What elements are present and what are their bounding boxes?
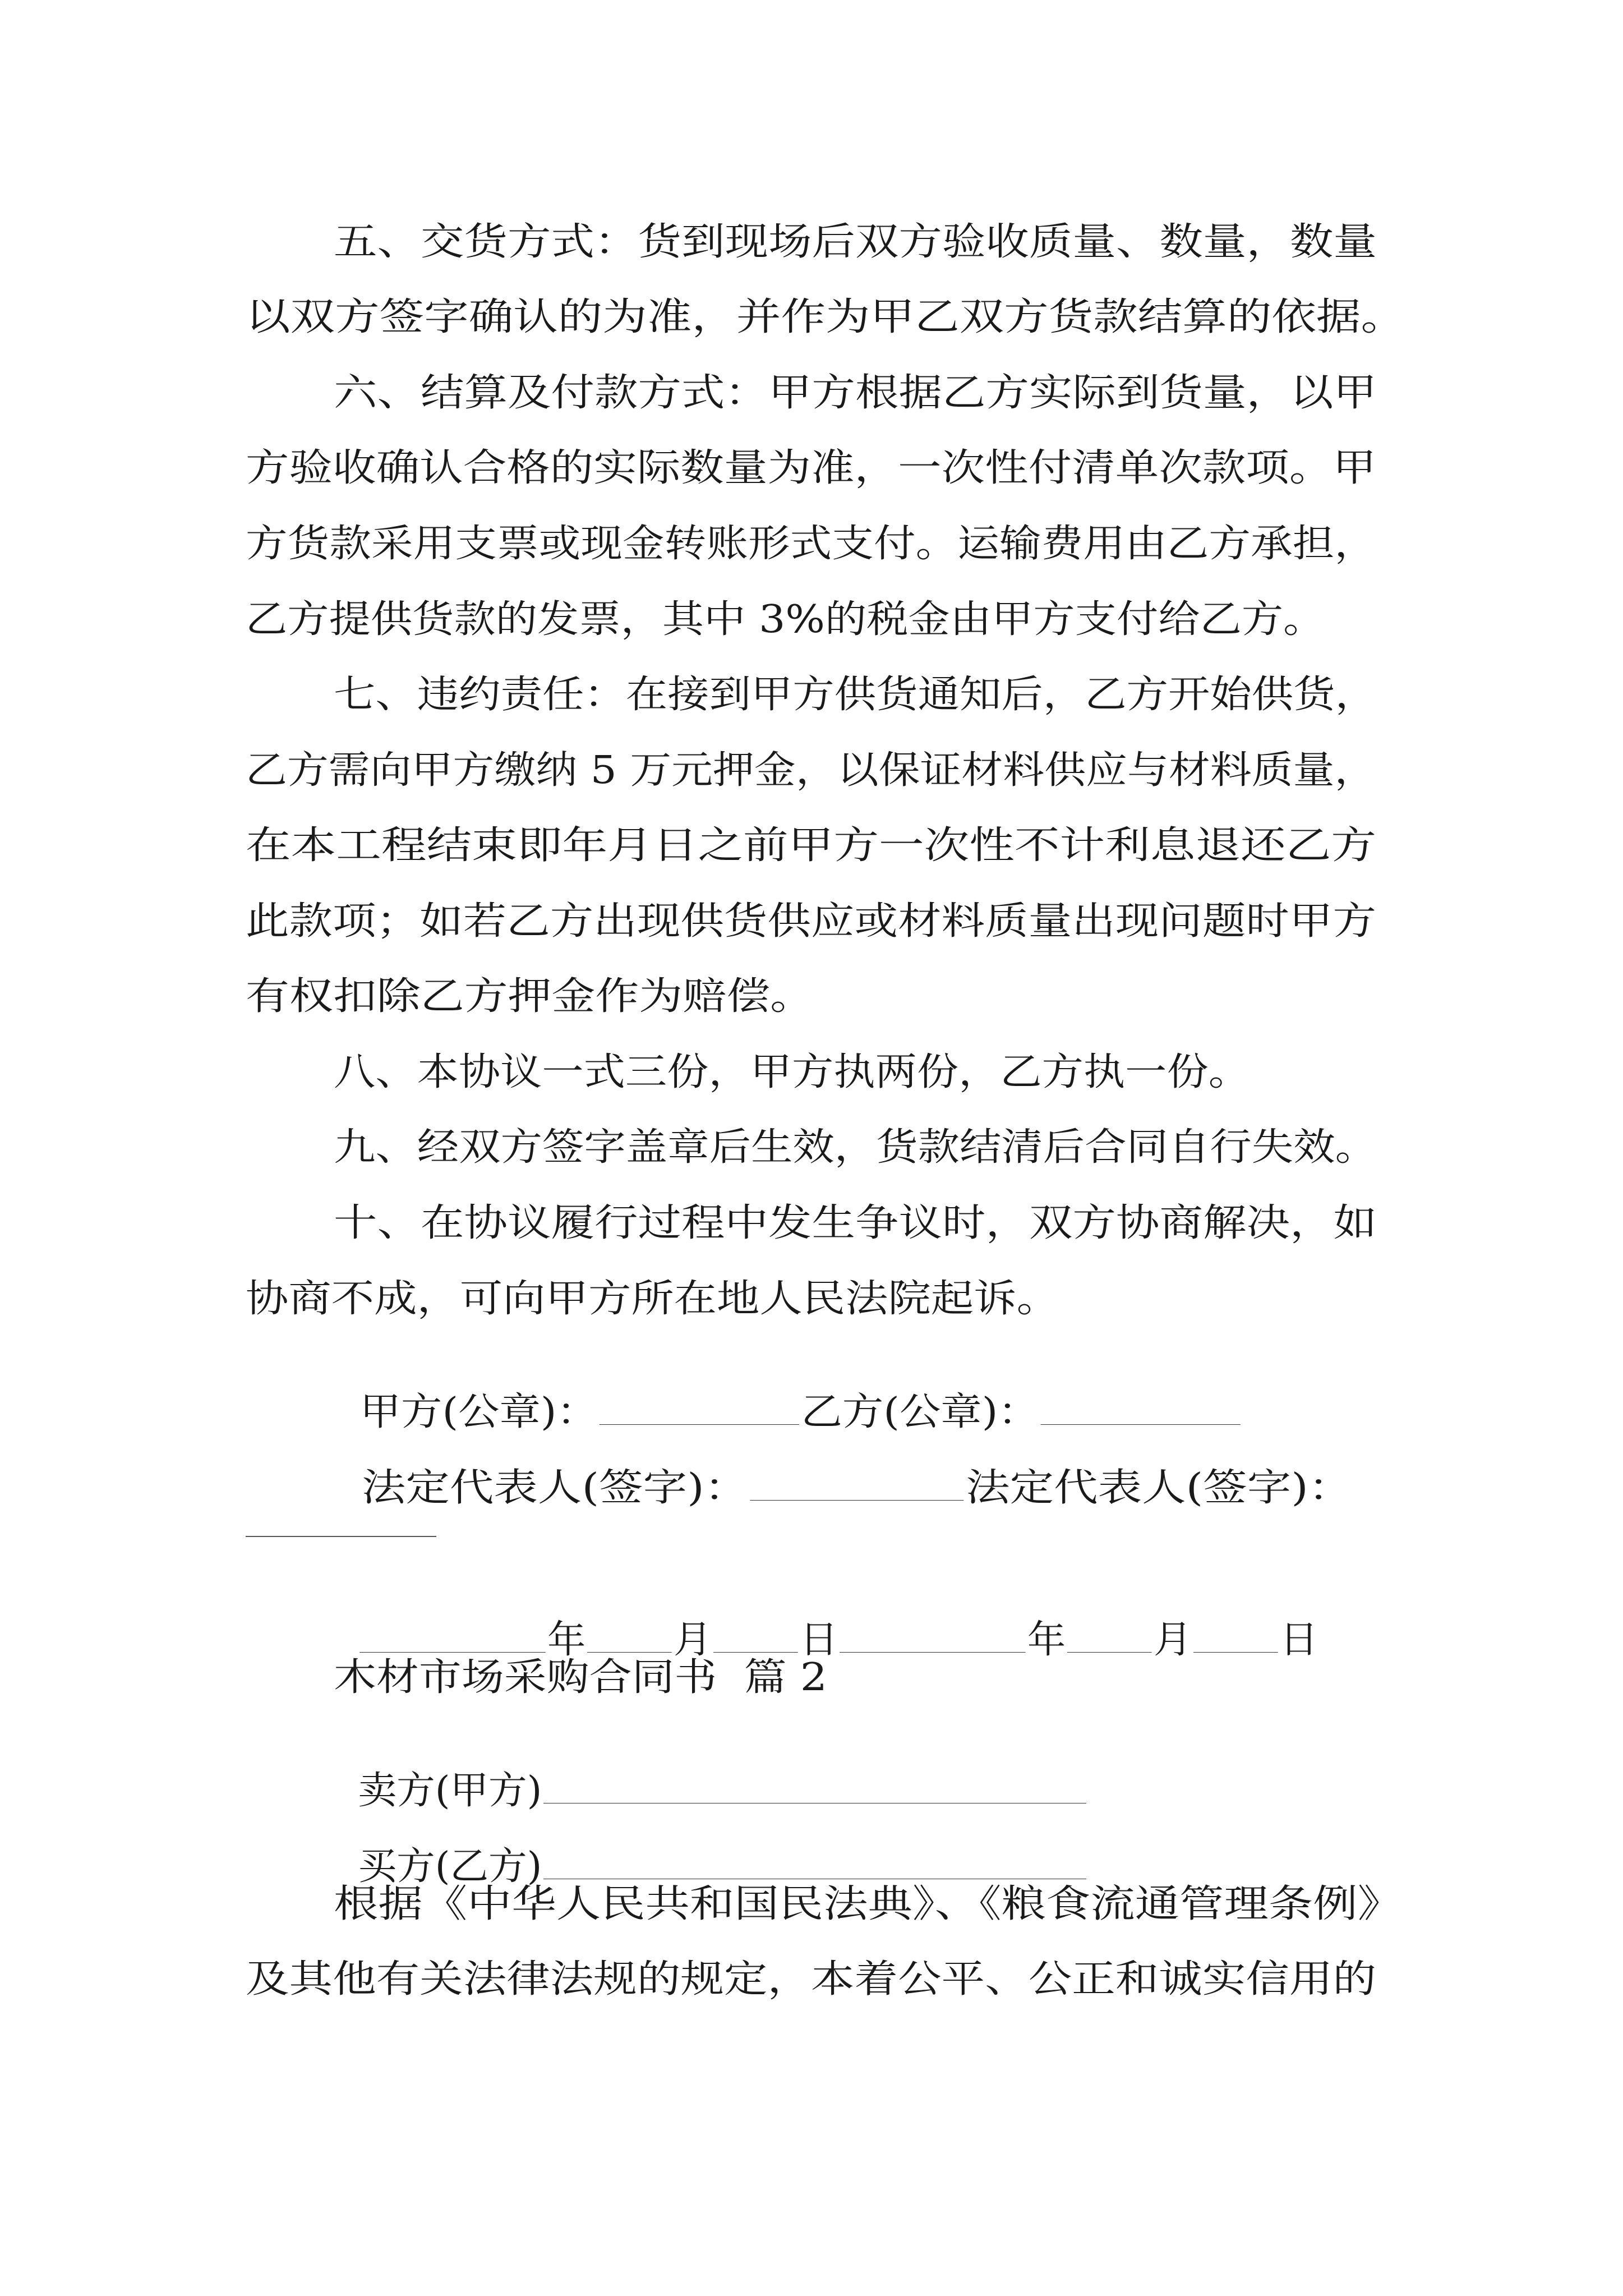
party-a-seal-label: 甲方(公章)： <box>359 1390 598 1434</box>
party-a-seal-blank <box>600 1424 799 1425</box>
date-row <box>334 1583 1318 1662</box>
clause-6-line-1: 六、结算及付款方式：甲方根据乙方实际到货量，以甲 <box>334 371 1377 415</box>
rep-a-blank <box>750 1500 964 1501</box>
clause-6-line-2: 方验收确认合格的实际数量为准，一次性付清单次款项。甲 <box>246 446 1377 490</box>
date-a-month-blank <box>587 1652 672 1653</box>
clause-7-line-4: 此款项；如若乙方出现供货供应或材料质量出现问题时甲方 <box>246 899 1377 944</box>
clause-8: 八、本协议一式三份，甲方执两份，乙方执一份。 <box>334 1050 1251 1094</box>
date-a-year: 年 <box>547 1618 586 1662</box>
date-b-year-blank <box>840 1652 1026 1653</box>
buyer-label: 买方(乙方) <box>358 1844 542 1889</box>
seller-row <box>334 1734 1088 1813</box>
clause-7-line-5: 有权扣除乙方押金作为赔偿。 <box>246 974 814 1019</box>
date-b-year: 年 <box>1027 1618 1066 1662</box>
date-b-day: 日 <box>1280 1618 1318 1662</box>
clause-10-line-1: 十、在协议履行过程中发生争议时，双方协商解决，如 <box>334 1201 1377 1245</box>
date-a-day: 日 <box>800 1618 838 1662</box>
date-a-year-blank <box>359 1652 546 1653</box>
basis-line-2: 及其他有关法律法规的规定，本着公平、公正和诚实信用的 <box>246 1957 1377 2001</box>
buyer-row <box>334 1810 1088 1889</box>
seal-row <box>334 1355 1242 1432</box>
seller-label: 卖方(甲方) <box>358 1769 542 1813</box>
party-b-seal-label: 乙方(公章)： <box>801 1390 1039 1434</box>
clause-6-line-4: 乙方提供货款的发票，其中 3%的税金由甲方支付给乙方。 <box>246 597 1325 642</box>
clause-5-line-2: 以双方签字确认的为准，并作为甲乙双方货款结算的依据。 <box>246 295 1406 339</box>
date-a-day-blank <box>713 1652 798 1653</box>
date-b-day-blank <box>1193 1652 1278 1653</box>
clause-7-line-1: 七、违约责任：在接到甲方供货通知后，乙方开始供货， <box>334 673 1377 717</box>
rep-b-blank <box>246 1536 436 1537</box>
date-a-month: 月 <box>674 1618 712 1662</box>
clause-7-line-2: 乙方需向甲方缴纳 5 万元押金，以保证材料供应与材料质量， <box>246 748 1376 793</box>
rep-b-label: 法定代表人(签字)： <box>966 1466 1353 1510</box>
rep-a-label: 法定代表人(签字)： <box>361 1466 749 1510</box>
party-b-seal-blank <box>1041 1424 1241 1425</box>
date-b-month: 月 <box>1153 1618 1192 1662</box>
clause-9: 九、经双方签字盖章后生效，货款结清后合同自行失效。 <box>334 1125 1377 1170</box>
clause-10-line-2: 协商不成，可向甲方所在地人民法院起诉。 <box>246 1277 1060 1321</box>
section-2-heading: 木材市场采购合同书 篇 2 <box>334 1655 828 1700</box>
representative-row <box>334 1431 1353 1510</box>
clause-6-line-3: 方货款采用支票或现金转账形式支付。运输费用由乙方承担， <box>246 522 1377 566</box>
clause-5-line-1: 五、交货方式：货到现场后双方验收质量、数量，数量 <box>334 220 1377 264</box>
basis-line-1: 根据《中华人民共和国民法典》、《粮食流通管理条例》 <box>334 1882 1403 1926</box>
date-b-month-blank <box>1067 1652 1152 1653</box>
clause-7-line-3: 在本工程结束即年月日之前甲方一次性不计利息退还乙方 <box>246 823 1377 868</box>
